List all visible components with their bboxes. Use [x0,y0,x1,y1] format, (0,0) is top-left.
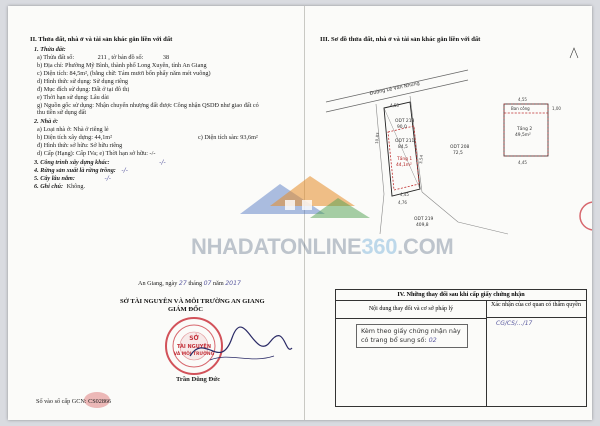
grade: d) Cấp (Hạng): Cấp IVa [37,150,97,157]
stamp-line-1: Kèm theo giấy chứng nhận này [361,327,461,335]
lot-219-code: ODT 219 [414,217,434,222]
notes-value: Không. [66,183,85,190]
use-term: e) Thời hạn sử dụng: Lâu dài [37,94,109,101]
use-purpose: đ) Mục đích sử dụng: Đất ở tại đô thị [37,86,130,93]
lot-211-area: 84,5 [398,145,408,150]
lot-208-code: ODT 208 [450,145,470,150]
table-divider [486,318,487,406]
lot-219-area: 409,8 [416,223,429,228]
supplement-stamp [356,324,468,348]
dim-label: 1,00 [552,106,561,111]
forest-value: -/- [121,167,128,174]
construction-value: -/- [159,159,166,166]
land-heading: 1. Thửa đất: [34,46,66,53]
road-label: Đường Lê Văn Nhung [369,81,421,97]
seal-text-top: SỞ [189,335,199,342]
lot-213-code: ODT 213 [395,119,415,124]
sheet-label: , tờ bản đồ số: [108,54,144,61]
address: b) Địa chỉ: Phường Mỹ Bình, thành phố Long Xuyên, tỉnh An Giang [37,62,207,69]
house-heading: 2. Nhà ở: [34,118,59,125]
dim-label: 4,45 [518,160,527,165]
use-form: d) Hình thức sử dụng: Sử dụng riêng [37,78,129,85]
dim-label: 3,54 [418,154,424,165]
certificate-page [8,6,592,420]
stamp-value: 02 [428,336,437,344]
table-title: IV. Những thay đổi sau khi cấp giấy chứng nhận [336,290,586,301]
ownership: đ) Hình thức sở hữu: Sở hữu riêng [37,142,123,149]
changes-table [335,289,587,407]
notes-heading: 6. Ghi chú: Không. [34,183,85,190]
perennial-value: -/- [104,175,112,182]
dim-label: 4,55 [518,97,527,102]
build-area: b) Diện tích xây dựng: 44,1m² [37,134,112,141]
lot-211-code: ODT 211 [395,139,415,144]
sheet-number: 38 [162,54,170,61]
owner-term: ; e) Thời hạn sở hữu: -/- [96,150,156,157]
date-day: 27 [178,280,187,287]
lot-213-area: 90,0 [397,125,407,130]
table-col-content: Nội dung thay đổi và cơ sở pháp lý [336,300,487,319]
dim-label: 10,83 [374,132,381,145]
floor-area: c) Diện tích sàn: 93,6m² [198,134,258,141]
director-role: GIÁM ĐỐC [168,306,203,313]
dim-label: 4,76 [398,200,407,205]
parcel-number: 211 [97,54,107,61]
serial-number: Số vào sổ cấp GCN: CS02866 [36,398,112,405]
floor-area-label: 44,1m² [396,163,412,168]
issue-date: An Giang, ngày 27 tháng 07 năm 2017 [138,280,241,287]
stamp-line-2: có trang bổ sung số: 02 [361,336,437,344]
parcel-label: a) Thửa đất số: [37,54,75,61]
origin-line-1: g) Nguồn gốc sử dụng: Nhận chuyển nhượng đất được Công nhận QSDĐ như giao đất có [37,102,259,109]
dim-label: 4,55 [390,103,399,108]
construction-heading: 3. Công trình xây dựng khác: -/- [34,159,166,166]
change-code: CG/CS/.../17 [496,320,533,327]
area: c) Diện tích: 84,5m², (bằng chữ: Tám mươi bốn phẩy năm mét vuông) [37,70,211,77]
inset-floor-area: 49,5m² [515,133,531,138]
edge-seal-fragment [578,196,592,236]
table-col-confirm: Xác nhận của cơ quan có thẩm quyền [486,300,586,318]
forest-heading: 4. Rừng sản xuất là rừng trồng: -/- [34,167,128,174]
perennial-heading: 5. Cây lâu năm: -/- [34,175,112,182]
date-month: 07 [203,280,212,287]
dim-label: 4,45 [400,192,409,197]
section-iii-title: III. Sơ đồ thửa đất, nhà ở và tài sản khác gắn liền với đất [320,36,481,43]
official-seal-and-signature [150,312,300,382]
inset-balcony-label: Ban công [511,106,530,111]
floor-label: Tầng 1 [397,157,413,162]
agency-name: SỞ TÀI NGUYÊN VÀ MÔI TRƯỜNG AN GIANG [120,298,265,305]
house-type: a) Loại nhà ở: Nhà ở riêng lẻ [37,126,109,133]
watermark-text: NHADATONLINE360.COM [191,234,454,259]
lot-208-area: 72,5 [453,151,463,156]
origin-line-2: thu tiền sử dụng đất [37,109,87,116]
date-year: 2017 [225,280,241,287]
parcel-diagram [318,44,588,284]
seal-text-mid: TÀI NGUYÊN [176,344,212,350]
signer-name: Trần Dũng Đức [176,376,221,383]
parcel-line [37,54,169,61]
house-grade [37,150,155,157]
seal-text-bot: VÀ MÔI TRƯỜNG [173,352,215,357]
inset-floor-label: Tầng 2 [517,127,533,132]
section-ii-title: II. Thửa đất, nhà ở và tài sản khác gắn liền với đất [30,36,173,43]
